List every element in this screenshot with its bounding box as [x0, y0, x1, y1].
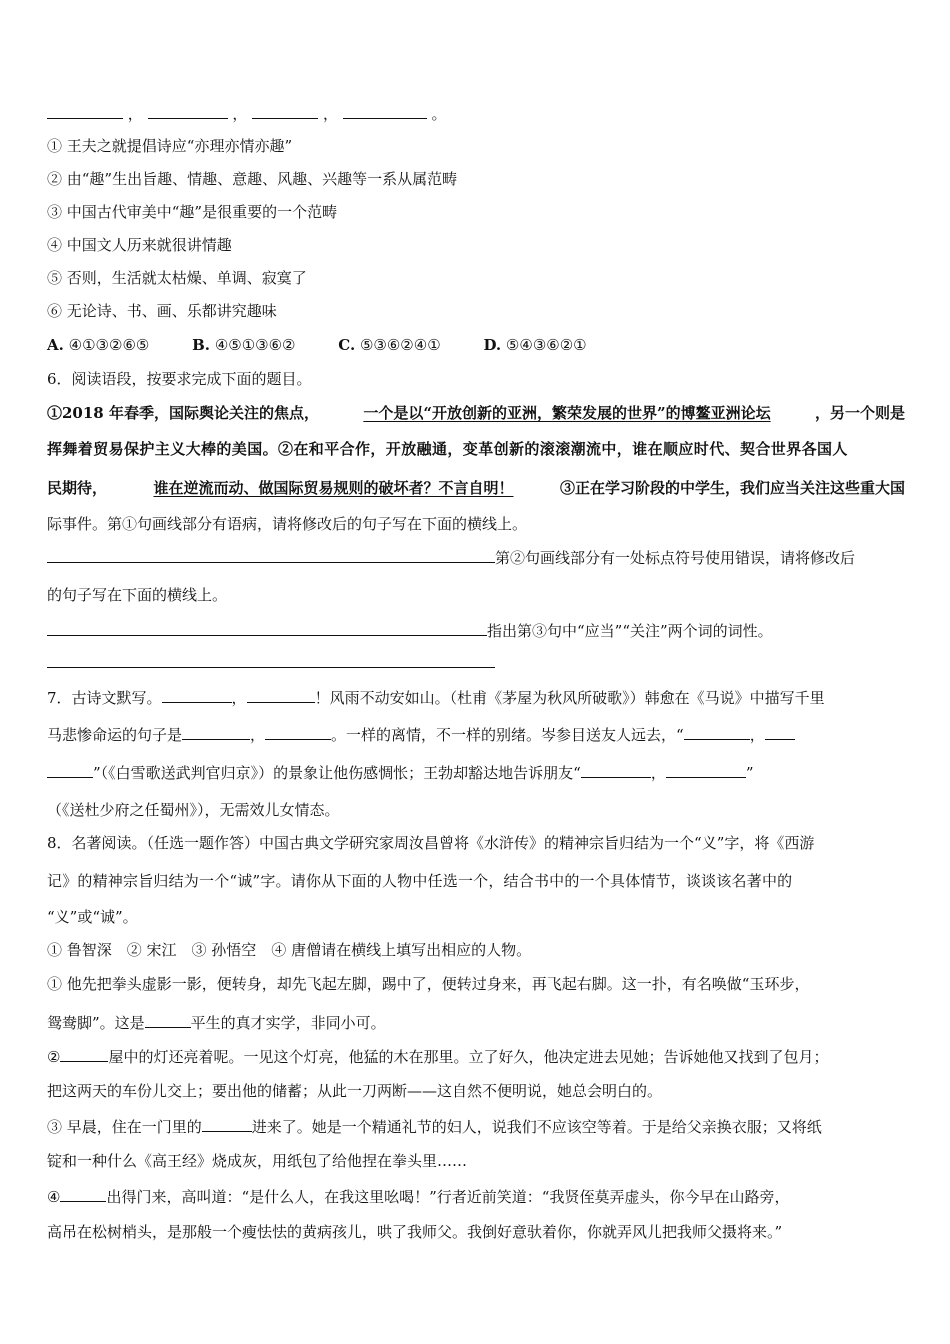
q6-answer-line-1: 第②句画线部分有一处标点符号使用错误，请将修改后 — [47, 547, 855, 568]
q8-passage-3-line-1: ③ 早晨，住在一门里的 进来了。她是一个精通礼节的妇人，说我们不应该空等着。于是给父亲换衣服；又将纸 — [47, 1118, 822, 1136]
q5-blank-1[interactable] — [47, 103, 123, 119]
q8-line-3: “义”或“诚”。 — [47, 908, 138, 926]
q6-underlined-1: 一个是以“开放创新的亚洲，繁荣发展的世界”的博鳌亚洲论坛 — [363, 404, 771, 422]
q8-blank-4[interactable] — [60, 1186, 106, 1202]
q8-characters: ① 鲁智深 ② 宋江 ③ 孙悟空 ④ 唐僧请在横线上填写出相应的人物。 — [47, 941, 532, 959]
q8-passage-4-line-2: 高吊在松树梢头，是那般一个瘦怯怯的黄病孩儿，哄了我师父。我倒好意驮着你，你就弄风儿把我师父摄将来。” — [47, 1223, 783, 1241]
q5-item-5: ⑤ 否则，生活就太枯燥、单调、寂寞了 — [47, 269, 307, 287]
q6-passage-line-1: ①2018 年春季，国际舆论关注的焦点， 一个是以“开放创新的亚洲，繁荣发展的世界”的博鳌亚洲论坛 ，另一个则是 — [47, 404, 905, 422]
q6-underlined-2: 谁在逆流而动、做国际贸易规则的破坏者？不言自明！ — [153, 479, 514, 497]
q6-passage-line-2: 挥舞着贸易保护主义大棒的美国。②在和平合作，开放融通，变革创新的滚滚潮流中，谁在顺应时代、契合世界各国人 — [47, 440, 848, 458]
q7-blank-5[interactable] — [684, 724, 750, 740]
q7-blank-3[interactable] — [182, 724, 250, 740]
q6-answer-blank-3[interactable] — [47, 652, 495, 668]
q8-passage-1-line-2: 鸳鸯脚”。这是 平生的真才实学，非同小可。 — [47, 1014, 386, 1032]
q7-blank-2[interactable] — [247, 687, 315, 703]
q8-passage-1-line-1: ① 他先把拳头虚影一影，便转身，却先飞起左脚，踢中了，便转过身来，再飞起右脚。这一扑，有名唤做“玉环步， — [47, 975, 810, 993]
q7-blank-7[interactable] — [581, 762, 651, 778]
q6-instruction-1: 际事件。第①句画线部分有语病，请将修改后的句子写在下面的横线上。 — [47, 515, 528, 533]
q8-blank-2[interactable] — [60, 1046, 108, 1062]
q5-item-6: ⑥ 无论诗、书、画、乐都讲究趣味 — [47, 302, 277, 320]
q5-item-1: ① 王夫之就提倡诗应“亦理亦情亦趣” — [47, 137, 293, 155]
q7-blank-1[interactable] — [162, 687, 232, 703]
q8-blank-1[interactable] — [145, 1012, 191, 1028]
q8-passage-3-line-2: 锭和一种什么《高王经》烧成灰，用纸包了给他捏在拳头里…… — [47, 1152, 468, 1170]
q7-blank-8[interactable] — [666, 762, 746, 778]
q5-blank-4[interactable] — [343, 103, 427, 119]
q8-line-2: 记》的精神宗旨归结为一个“诚”字。请你从下面的人物中任选一个，结合书中的一个具体情节，谈谈该名著中的 — [47, 872, 793, 890]
q5-item-2: ② 由“趣”生出旨趣、情趣、意趣、风趣、兴趣等一系从属范畴 — [47, 170, 458, 188]
q6-passage-line-3: 民期待， 谁在逆流而动、做国际贸易规则的破坏者？不言自明！ ③正在学习阶段的中学生，我们应当关注这些重大国 — [47, 479, 905, 497]
q6-heading: 6．阅读语段，按要求完成下面的题目。 — [47, 370, 312, 388]
q5-item-3: ③ 中国古代审美中“趣”是很重要的一个范畴 — [47, 203, 338, 221]
q8-passage-4-line-1: ④ 出得门来，高叫道：“是什么人，在我这里吆喝！”行者近前笑道：“我贤侄莫弄虚头，你今早在山路旁， — [47, 1188, 790, 1206]
q5-option-c[interactable]: C. ⑤③⑥②④① — [338, 336, 441, 354]
q7-line-1: 7．古诗文默写。 ， ！风雨不动安如山。（杜甫《茅屋为秋风所破歌》）韩愈在《马说》中描写千里 — [47, 689, 825, 707]
q7-blank-6a[interactable] — [765, 724, 795, 740]
q6-instruction-2: 的句子写在下面的横线上。 — [47, 586, 228, 604]
q5-option-b[interactable]: B. ④⑤①③⑥② — [192, 336, 296, 354]
q8-passage-2-line-1: ② 屋中的灯还亮着呢。一见这个灯亮，他猛的木在那里。立了好久，他决定进去见她；告诉她他又找到了包月； — [47, 1048, 829, 1066]
q7-line-3: ”（《白雪歌送武判官归京》）的景象让他伤感惆怅；王勃却豁达地告诉朋友“ ， ” — [47, 762, 754, 783]
q7-line-2: 马悲惨命运的句子是 ， 。一样的离情，不一样的别绪。岑参目送友人远去，“ ， — [47, 724, 795, 745]
q8-passage-2-line-2: 把这两天的车份儿交上；要出他的储蓄；从此一刀两断——这自然不便明说，她总会明白的。 — [47, 1082, 663, 1100]
q5-option-d[interactable]: D. ⑤④③⑥②① — [483, 336, 587, 354]
q8-blank-3[interactable] — [202, 1116, 252, 1132]
q6-answer-blank-2[interactable] — [47, 620, 487, 636]
q5-options — [47, 335, 625, 355]
q5-item-4: ④ 中国文人历来就很讲情趣 — [47, 236, 232, 254]
q5-blank-2[interactable] — [148, 103, 228, 119]
q5-option-a[interactable]: A. ④①③②⑥⑤ — [47, 336, 150, 354]
q6-answer-line-2: 指出第③句中“应当”“关注”两个词的词性。 — [47, 620, 773, 641]
q6-answer-line-3 — [47, 652, 495, 673]
q7-blank-4[interactable] — [265, 724, 331, 740]
q7-line-4: （《送杜少府之任蜀州》），无需效儿女情态。 — [47, 801, 340, 819]
q5-blank-3[interactable] — [252, 103, 318, 119]
q5-blank-line: ， ， ， 。 — [47, 103, 447, 124]
q6-answer-blank-1[interactable] — [47, 547, 495, 563]
q8-line-1: 8．名著阅读。（任选一题作答）中国古典文学研究家周汝昌曾将《水浒传》的精神宗旨归结为一个“义”字，将《西游 — [47, 834, 815, 852]
q7-blank-6b[interactable] — [47, 762, 93, 778]
